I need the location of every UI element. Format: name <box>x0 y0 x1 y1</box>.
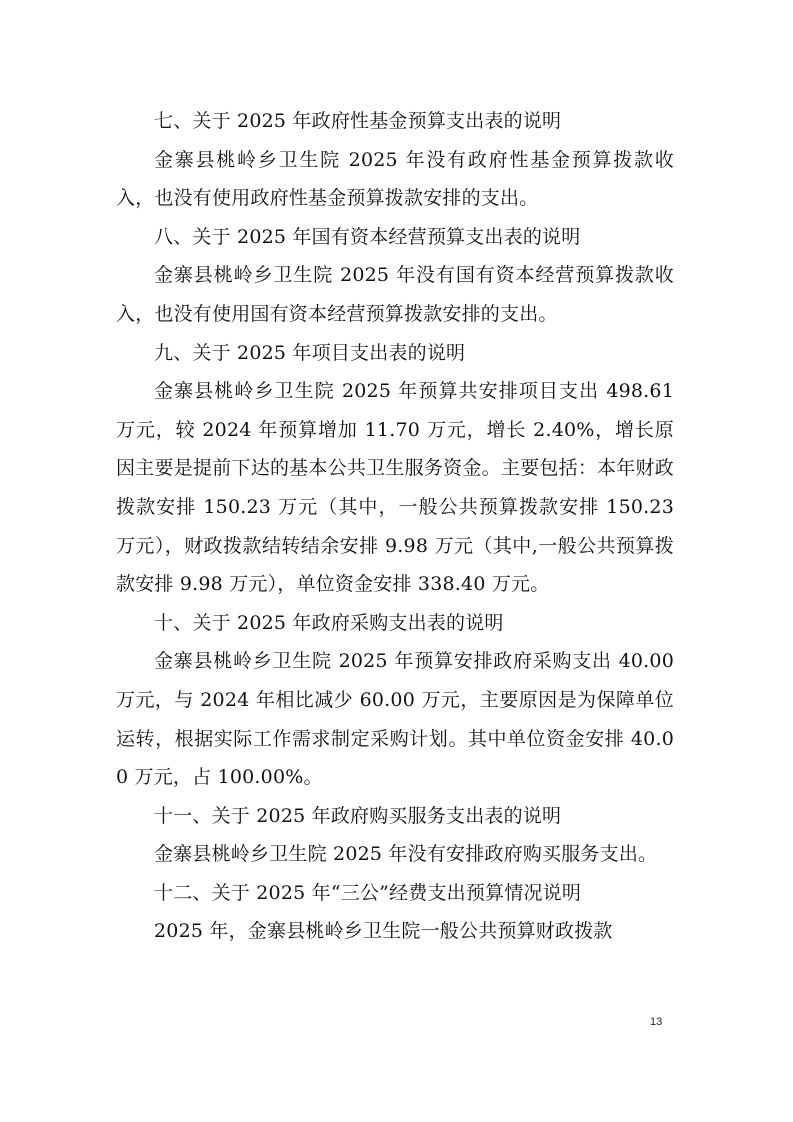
section-heading-9: 九、关于 2025 年项目支出表的说明 <box>154 341 466 364</box>
section-body-10: 金寨县桃岭乡卫生院 2025 年预算安排政府采购支出 40.00 万元，与 2024 年相比减少 60.00 万元，主要原因是为保障单位运转，根据实际工作需求制定采购计划。其中单位资金安排 40.00 万元，占 100.00%。 <box>116 650 674 789</box>
section-heading-7: 七、关于 2025 年政府性基金预算支出表的说明 <box>154 110 562 132</box>
section-heading-12: 十二、关于 2025 年“三公”经费支出预算情况说明 <box>154 881 582 904</box>
section-heading-10: 十、关于 2025 年政府采购支出表的说明 <box>154 611 504 634</box>
section-body-12: 2025 年，金寨县桃岭乡卫生院一般公共预算财政拨款 <box>154 920 613 943</box>
section-body-8: 金寨县桃岭乡卫生院 2025 年没有国有资本经营预算拨款收入，也没有使用国有资本经营预算拨款安排的支出。 <box>116 264 674 325</box>
section-body-11: 金寨县桃岭乡卫生院 2025 年没有安排政府购买服务支出。 <box>154 843 658 866</box>
section-body-9: 金寨县桃岭乡卫生院 2025 年预算共安排项目支出 498.61 万元，较 2024 年预算增加 11.70 万元，增长 2.40%，增长原因主要是提前下达的基本公共卫生服务资金。主要包括：本年财政拨款安排 150.23 万元（其中，一般公共预算拨款安排 150.23 万元），财政拨款结转结余安排 9.98 万元（其中,一般公共预算拨款安排 9.98 万元），单位资金安排 338.40 万元。 <box>116 380 674 596</box>
page-number: 13 <box>650 1016 663 1028</box>
section-heading-8: 八、关于 2025 年国有资本经营预算支出表的说明 <box>154 225 581 248</box>
section-body-7: 金寨县桃岭乡卫生院 2025 年没有政府性基金预算拨款收入，也没有使用政府性基金预算拨款安排的支出。 <box>116 148 674 210</box>
section-heading-11: 十一、关于 2025 年政府购买服务支出表的说明 <box>154 804 562 827</box>
document-content <box>116 102 674 951</box>
